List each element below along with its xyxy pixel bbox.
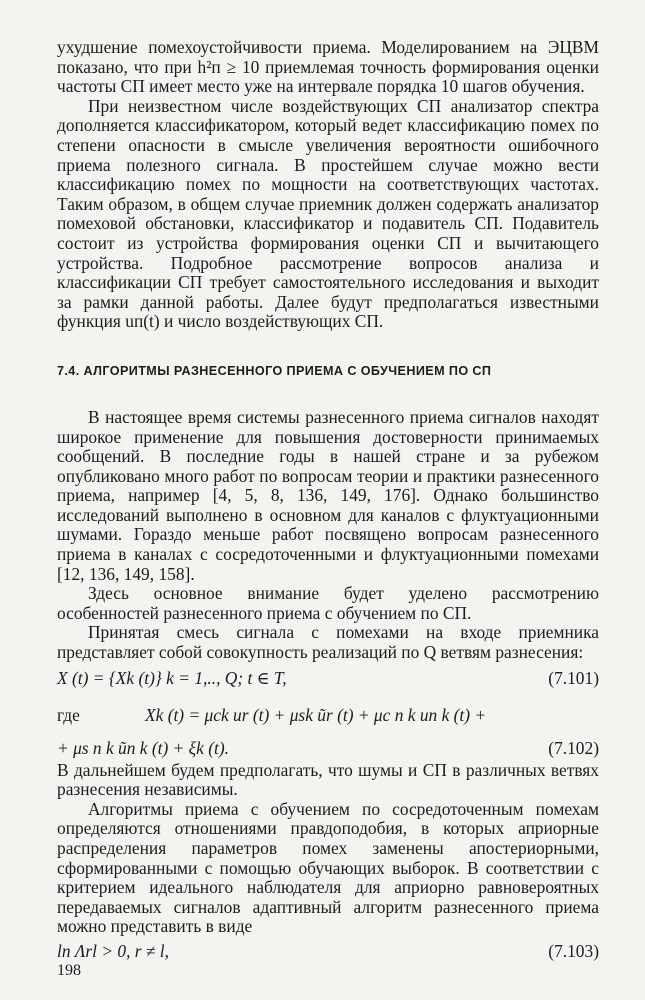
equation-7-102-part-1: Xk (t) = μck ur (t) + μsk ũr (t) + μc п k uп k (t) + [145,704,487,725]
equation-7-102-number: (7.102) [548,737,599,758]
where-word: где [57,704,80,725]
equation-7-103-number: (7.103) [548,940,599,961]
paragraph-2: При неизвестном числе воздействующих СП анализатор спектра дополняется классификатором, который ведет классификацию помех по степени опасности в смысле увеличения вероятности ошибочного приема полезного сигнала. В простейшем случае можно вести классификацию помех по мощности на соответствующих частотах. Таким образом, в общем случае приемник должен содержать анализатор помеховой обстановки, классификатор и подавитель СП. Подавитель состоит из устройства формирования оценки СП и вычитающего устройства. Подробное рассмотрение вопросов анализа и классификации СП требует самостоятельного исследования и выходит за рамки данной работы. Далее будут предполагаться известными функция uп(t) и число воздействующих СП. [57,95,599,332]
equation-7-101 [57,667,599,689]
paragraph-4: Здесь основное внимание будет уделено рассмотрению особенностей разнесенного приема с обучением по СП. [57,583,599,623]
equation-7-102-part-2: + μs п k ũп k (t) + ξk (t). [57,737,229,758]
equation-7-102-line-2 [57,737,599,759]
equation-7-102-line-1 [57,704,599,726]
equation-7-103 [57,940,599,962]
equation-7-101-number: (7.101) [548,667,599,688]
paragraph-1: ухудшение помехоустойчивости приема. Моделированием на ЭЦВМ показано, что при h²п ≥ 10 приемлемая точность формирования оценки частоты СП имеет место уже на интервале порядка 10 шагов обучения. [57,37,599,97]
equation-7-101-body: X (t) = {Xk (t)} k = 1,.., Q; t ∈ T, [57,667,287,688]
paragraph-3: В настоящее время системы разнесенного приема сигналов находят широкое применение для повышения достоверности принимаемых сообщений. В последние годы в нашей стране и за рубежом опубликовано много работ по вопросам теории и практики разнесенного приема, например [4, 5, 8, 136, 149, 176]. Однако большинство исследований выполнено в основном для каналов с флуктуационными шумами. Гораздо меньше работ посвящено вопросам разнесенного приема в каналах с сосредоточенными и флуктуационными помехами [12, 136, 149, 158]. [57,406,599,584]
page-number: 198 [57,961,81,979]
paragraph-7: Алгоритмы приема с обучением по сосредоточенным помехам определяются отношениями правдоподобия, в которых априорные распределения параметров помех заменены апостериорными, сформированными с помощью обучающих выборок. В соответствии с критерием идеального наблюдателя для априорно равновероятных передаваемых сигналов адаптивный алгоритм разнесенного приема можно представить в виде [57,798,599,937]
section-heading: 7.4. АЛГОРИТМЫ РАЗНЕСЕННОГО ПРИЕМА С ОБУЧЕНИЕМ ПО СП [57,363,492,378]
equation-7-103-body: ln Λrl > 0, r ≠ l, [57,940,169,961]
paragraph-5: Принятая смесь сигнала с помехами на входе приемника представляет собой совокупность реализаций по Q ветвям разнесения: [57,622,599,663]
paragraph-6: В дальнейшем будем предполагать, что шумы и СП в различных ветвях разнесения независимы. [57,759,599,800]
